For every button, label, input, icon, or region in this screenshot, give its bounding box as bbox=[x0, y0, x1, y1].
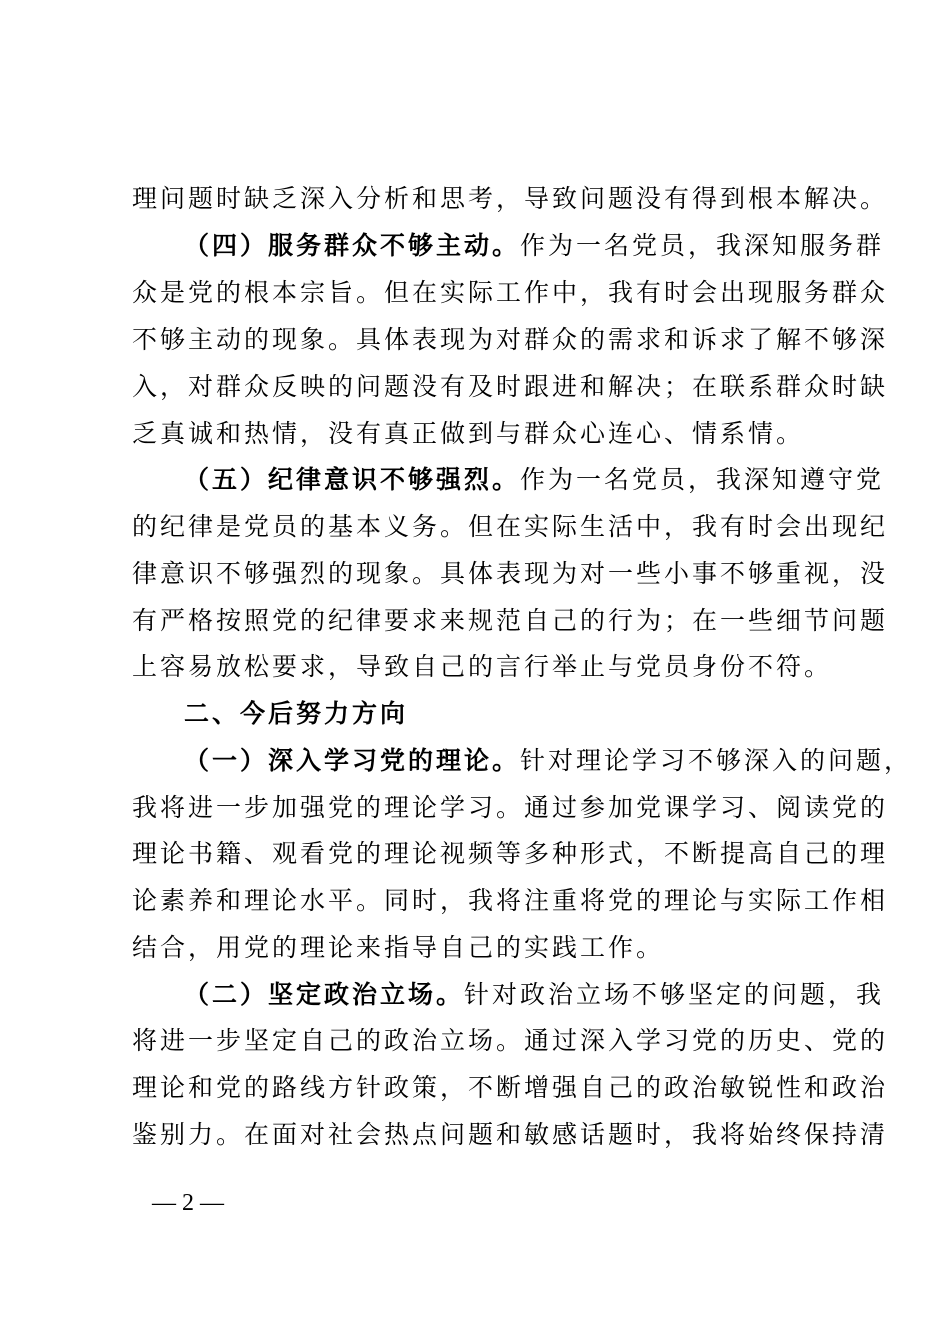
paragraph-line bbox=[132, 1120, 888, 1150]
line-text: 理论和党的路线方针政策，不断增强自己的政治敏锐性和政治 bbox=[132, 1073, 889, 1102]
line-text: 针对政治立场不够坚定的问题，我 bbox=[464, 980, 885, 1009]
paragraph-line bbox=[184, 465, 884, 495]
paragraph-line bbox=[184, 746, 912, 776]
line-text: 众是党的根本宗旨。但在实际工作中，我有时会出现服务群众 bbox=[132, 278, 889, 307]
line-text: 入，对群众反映的问题没有及时跟进和解决；在联系群众时缺 bbox=[132, 372, 889, 401]
paragraph-line bbox=[184, 980, 884, 1010]
section-heading: （二）坚定政治立场。 bbox=[184, 980, 465, 1009]
section-heading: （一）深入学习党的理论。 bbox=[184, 746, 521, 775]
line-text: 不够主动的现象。具体表现为对群众的需求和诉求了解不够深 bbox=[132, 325, 889, 354]
line-text: 乏真诚和热情，没有真正做到与群众心连心、情系情。 bbox=[132, 419, 805, 448]
line-text: 上容易放松要求，导致自己的言行举止与党员身份不符。 bbox=[132, 652, 833, 681]
paragraph-line bbox=[132, 1073, 888, 1103]
heading-text: 二、今后努力方向 bbox=[184, 699, 409, 728]
line-text: 理论书籍、观看党的理论视频等多种形式，不断提高自己的理 bbox=[132, 839, 889, 868]
paragraph-line bbox=[132, 839, 888, 869]
line-text: 我将进一步加强党的理论学习。通过参加党课学习、阅读党的 bbox=[132, 793, 889, 822]
paragraph-line bbox=[132, 419, 804, 449]
section-heading: （五）纪律意识不够强烈。 bbox=[184, 465, 521, 494]
paragraph-line bbox=[132, 559, 888, 589]
line-text: 理问题时缺乏深入分析和思考，导致问题没有得到根本解决。 bbox=[132, 184, 889, 213]
line-text: 针对理论学习不够深入的问题， bbox=[520, 746, 913, 775]
page-number: — 2 — bbox=[152, 1190, 224, 1216]
chapter-heading bbox=[184, 699, 408, 729]
paragraph-line bbox=[132, 184, 888, 214]
paragraph-line bbox=[132, 278, 888, 308]
line-text: 论素养和理论水平。同时，我将注重将党的理论与实际工作相 bbox=[132, 886, 889, 915]
line-text: 作为一名党员，我深知遵守党 bbox=[520, 465, 885, 494]
line-text: 律意识不够强烈的现象。具体表现为对一些小事不够重视，没 bbox=[132, 559, 889, 588]
paragraph-line bbox=[132, 1026, 888, 1056]
line-text: 有严格按照党的纪律要求来规范自己的行为；在一些细节问题 bbox=[132, 606, 889, 635]
paragraph-line bbox=[132, 512, 888, 542]
paragraph-line bbox=[132, 325, 888, 355]
paragraph-line bbox=[132, 933, 664, 963]
paragraph-line bbox=[132, 886, 888, 916]
line-text: 鉴别力。在面对社会热点问题和敏感话题时，我将始终保持清 bbox=[132, 1120, 889, 1149]
paragraph-line bbox=[132, 606, 888, 636]
section-heading: （四）服务群众不够主动。 bbox=[184, 231, 521, 260]
paragraph-line bbox=[132, 372, 888, 402]
paragraph-line bbox=[132, 793, 888, 823]
paragraph-line bbox=[184, 231, 884, 261]
paragraph-line bbox=[132, 652, 832, 682]
line-text: 将进一步坚定自己的政治立场。通过深入学习党的历史、党的 bbox=[132, 1026, 889, 1055]
line-text: 结合，用党的理论来指导自己的实践工作。 bbox=[132, 933, 665, 962]
line-text: 的纪律是党员的基本义务。但在实际生活中，我有时会出现纪 bbox=[132, 512, 889, 541]
line-text: 作为一名党员，我深知服务群 bbox=[520, 231, 885, 260]
